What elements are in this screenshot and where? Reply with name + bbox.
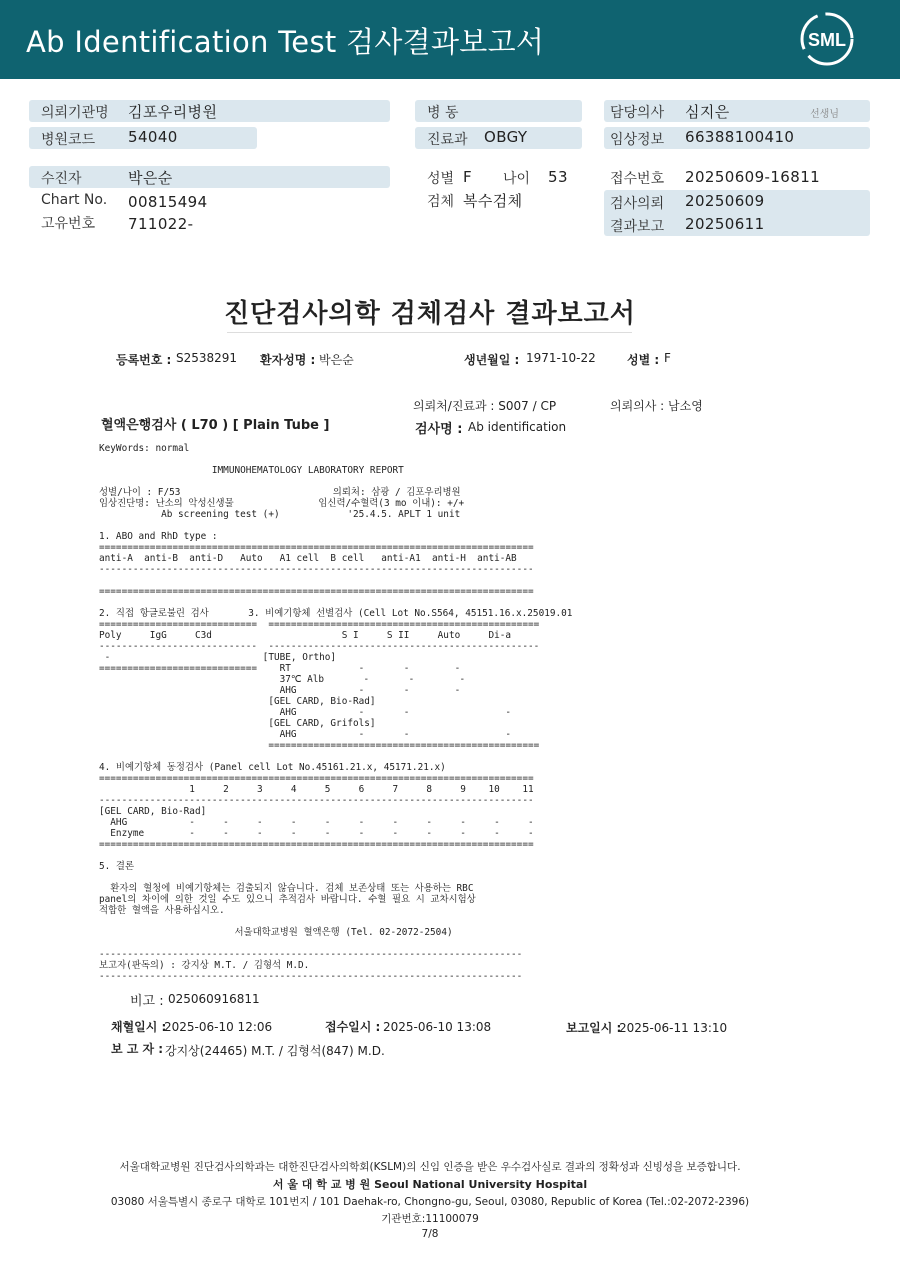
clinical-label: 임상정보 (610, 132, 665, 148)
ward-label: 병 동 (427, 105, 459, 121)
receive-value: 2025-06-10 13:08 (383, 1020, 492, 1034)
footer-institution-code: 기관번호:11100079 (381, 1213, 479, 1225)
unique-value: 711022- (128, 215, 194, 233)
reporter-value: 강지상(24465) M.T. / 김형석(847) M.D. (165, 1044, 385, 1058)
specimen-value: 복수검체 (463, 192, 523, 210)
dept-value: OBGY (484, 128, 528, 146)
test-name-label: 검사명 : (415, 422, 463, 437)
dept-label: 진료과 (427, 132, 468, 148)
test-group: 혈액은행검사 ( L70 ) [ Plain Tube ] (101, 418, 330, 433)
dob-label: 생년월일 : (464, 353, 520, 367)
remark-value: 025060916811 (168, 992, 260, 1006)
receipt-value: 20250609-16811 (685, 168, 821, 186)
collect-value: 2025-06-10 12:06 (164, 1020, 273, 1034)
sex-value-report: F (664, 351, 671, 365)
unique-label: 고유번호 (41, 216, 96, 232)
request-value: 20250609 (685, 192, 765, 210)
title-divider (227, 332, 632, 333)
footer-hospital: 서 울 대 학 교 병 원 Seoul National University Hospital (272, 1178, 588, 1191)
collect-label: 채혈일시 : (111, 1020, 167, 1034)
receipt-label: 접수번호 (610, 171, 665, 187)
reg-value: S2538291 (176, 351, 238, 365)
chart-value: 00815494 (128, 193, 208, 211)
footer-address: 03080 서울특별시 종로구 대학로 101번지 / 101 Daehak-ro, Chongno-gu, Seoul, 03080, Republic of Korea (Tel.:02-2072-2396) (110, 1196, 750, 1208)
sex-label-report: 성별 : (627, 353, 660, 367)
doctor-value: 심지은 (685, 103, 730, 121)
report-label: 결과보고 (610, 219, 665, 235)
doctor-suffix: 선생님 (810, 109, 839, 120)
sex-label: 성별 (427, 171, 455, 187)
dob-value: 1971-10-22 (526, 351, 596, 365)
age-label: 나이 (503, 171, 531, 187)
patient-label: 수진자 (41, 171, 82, 187)
doctor-line: 의뢰의사 : 남소영 (610, 399, 703, 413)
request-label: 검사의뢰 (610, 196, 665, 212)
age-value: 53 (548, 168, 568, 186)
patient-row (29, 166, 390, 188)
page-title: Ab Identification Test 검사결과보고서 (26, 25, 545, 59)
page-number: 7/8 (421, 1228, 439, 1240)
reg-label: 등록번호 : (116, 353, 172, 367)
test-name-value: Ab identification (468, 420, 567, 434)
hospital-code-label: 병원코드 (41, 132, 96, 148)
clinical-value: 66388100410 (685, 128, 795, 146)
logo-text: SML (808, 30, 846, 50)
remark-label: 비고 : (130, 994, 164, 1009)
receive-label: 접수일시 : (325, 1020, 381, 1034)
report-value: 20250611 (685, 215, 765, 233)
sml-logo (800, 12, 854, 66)
name-label: 환자성명 : (260, 353, 316, 367)
reported-value: 2025-06-11 13:10 (619, 1021, 728, 1035)
report-title: 진단검사의학 검체검사 결과보고서 (224, 299, 636, 329)
name-value: 박은순 (319, 353, 354, 367)
lab-report-body: KeyWords: normal IMMUNOHEMATOLOGY LABORATORY REPORT 성별/나이 : F/53 의뢰처: 삼광 / 김포우리병원 임상진단명: 난소의 악성신생물 임신력/수혈력(3 mo 이내): +/+ Ab screening test (+) '25.4.5. APLT 1 unit 1. ABO and RhD type : ============================================================================= anti-A anti-B anti-D Auto A1 cell B cell anti-A1 anti-H anti-AB ----------------------------------------------------------------------------- ============================================================================= 2. 직접 항글로불린 검사 3. 비예기항체 선별검사 (Cell Lot No.S564, 45151.16.x.25019.01 ============================ ================================================ Poly IgG C3d S I S II Auto Di-a ---------------------------- ------------------------------------------------ - [TUBE, Ortho] ============================ RT - - - 37℃ Alb - - - AHG - - - [GEL CARD, Bio-Rad] AHG - - - [GEL CARD, Grifols] AHG - - - ================================================ 4. 비예기항체 동정검사 (Panel cell Lot No.45161.21.x, 45171.21.x) ============================================================================= 1 2 3 4 5 6 7 8 9 10 11 ----------------------------------------------------------------------------- [GEL CARD, Bio-Rad] AHG - - - - - - - - - - - Enzyme - - - - - - - - - - - ============================================================================= 5. 결론 환자의 혈청에 비예기항체는 검출되지 않습니다. 검체 보존상태 또는 사용하는 RBC panel의 차이에 의한 것일 수도 있으니 추적검사 바랍니다. 수혈 필요 시 교차시험상 적합한 혈액을 사용하십시오. 서울대학교병원 혈액은행 (Tel. 02-2072-2504) --------------------------------------------------------------------------- 보고자(판독의) : 강지상 M.T. / 김형석 M.D. --------------------------------------------------------------------------- (99, 443, 573, 982)
chart-label: Chart No. (41, 192, 108, 208)
institution-value: 김포우리병원 (128, 103, 218, 121)
patient-value: 박은순 (128, 169, 173, 187)
specimen-label: 검체 (427, 194, 455, 210)
hospital-code-value: 54040 (128, 128, 178, 146)
reporter-label: 보 고 자 : (111, 1042, 164, 1056)
reported-label: 보고일시 : (566, 1021, 622, 1035)
sex-value: F (463, 168, 473, 186)
dept-line: 의뢰처/진료과 : S007 / CP (413, 399, 557, 413)
institution-label: 의뢰기관명 (41, 105, 109, 121)
doctor-label: 담당의사 (610, 105, 665, 121)
footer-certification: 서울대학교병원 진단검사의학과는 대한진단검사의학회(KSLM)의 신임 인증을 받은 우수검사실로 결과의 정확성과 신빙성을 보증합니다. (119, 1161, 741, 1173)
